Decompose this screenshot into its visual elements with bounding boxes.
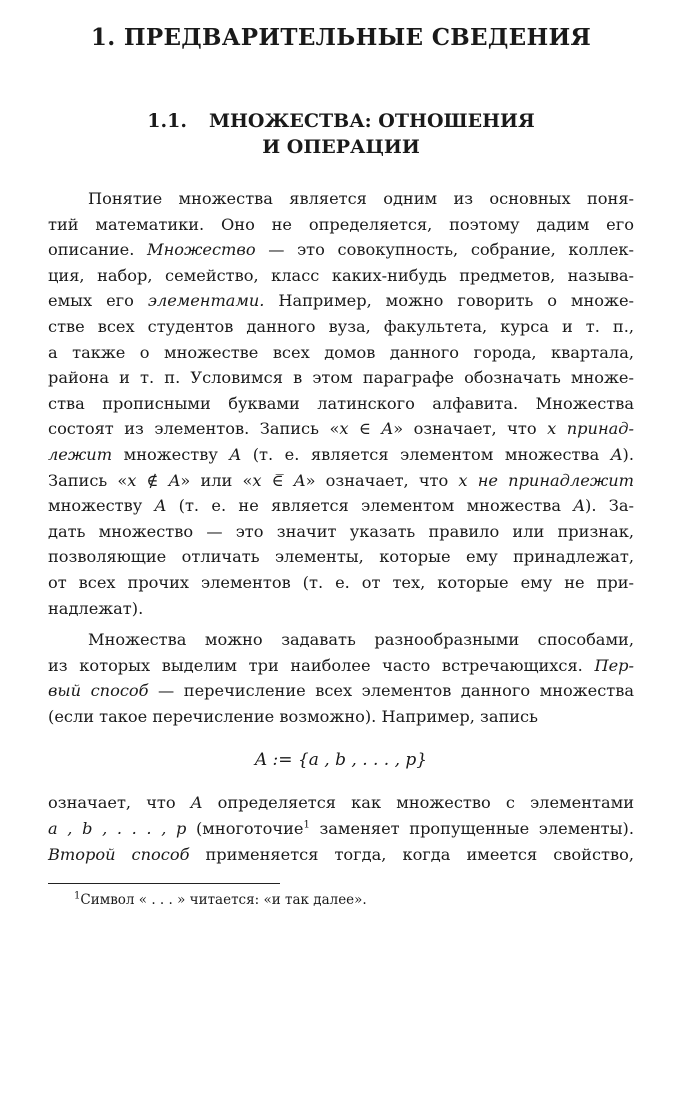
- term-set: Множество: [147, 240, 256, 260]
- math-inline: x ∈ A: [339, 419, 394, 439]
- text-line: (если такое перечисление возможно). Например, запись: [48, 706, 538, 726]
- chapter-title: 1. ПРЕДВАРИТЕЛЬНЫЕ СВЕДЕНИЯ: [90, 24, 592, 51]
- math-inline: x ∈̅ A: [252, 470, 306, 490]
- text-line: ства прописными буквами латинского алфавита. Множества: [48, 393, 634, 413]
- text-line: емых его элементами. Например, можно говорить о множе-: [48, 291, 634, 311]
- paragraph-3: [48, 790, 634, 867]
- term-elements: элементами.: [147, 291, 265, 311]
- text-line: вый способ — перечисление всех элементов данного множества: [48, 681, 635, 701]
- body-text: [48, 186, 634, 910]
- text-line: позволяющие отличать элементы, которые ему принадлежат,: [48, 547, 634, 567]
- section-title-line1: МНОЖЕСТВА: ОТНОШЕНИЯ: [208, 110, 535, 132]
- text-line: а также о множестве всех домов данного города, квартала,: [48, 342, 634, 362]
- footnote-ref[interactable]: 1: [303, 819, 310, 831]
- text-line: от всех прочих элементов (т. е. от тех, которые ему не при-: [48, 572, 634, 592]
- text-line: означает, что A определяется как множество с элементами: [48, 793, 634, 813]
- text-line: Понятие множества является одним из основных поня-: [88, 189, 634, 208]
- math-inline: x ∉ A: [127, 470, 181, 490]
- math-inline: a , b , . . . , p: [48, 819, 187, 839]
- section-number: 1.1.: [147, 110, 187, 132]
- text-line: дать множество — это значит указать правило или признак,: [48, 521, 634, 541]
- text-line: описание. Множество — это совокупность, собрание, коллек-: [48, 240, 634, 260]
- display-formula: A := {a , b , . . . , p}: [254, 750, 428, 771]
- section-title-line2: И ОПЕРАЦИИ: [262, 136, 420, 158]
- term-second-method: Второй способ: [48, 844, 190, 864]
- term-first-method: вый способ: [48, 681, 149, 701]
- text-line: состоят из элементов. Запись «x ∈ A» означает, что x принад-: [48, 419, 634, 439]
- paragraph-1: [48, 186, 634, 621]
- section-title: [48, 108, 634, 160]
- footnote-mark: 1: [74, 890, 81, 902]
- text-line: множеству A (т. е. не является элементом множества A). За-: [48, 496, 635, 516]
- text-line: a , b , . . . , p (многоточие$^1$ заменяет пропущенные элементы).: [48, 819, 634, 839]
- text-line: Второй способ применяется тогда, когда имеется свойство,: [48, 844, 634, 864]
- text-line: Запись «x ∉ A» или «x ∈̅ A» означает, что x не принадлежит: [48, 470, 634, 490]
- footnote-divider: [48, 883, 280, 884]
- text-line: района и т. п. Условимся в этом параграфе обозначать множе-: [48, 368, 634, 388]
- text-line: лежит множеству A (т. е. является элементом множества A).: [48, 444, 634, 464]
- book-page: [48, 20, 634, 910]
- paragraph-2: [48, 627, 634, 729]
- text-line: тий математики. Оно не определяется, поэтому дадим его: [48, 214, 634, 234]
- footnote: [48, 890, 634, 910]
- footnote-text: Символ « . . . » читается: «и так далее».: [80, 892, 367, 909]
- text-line: стве всех студентов данного вуза, факультета, курса и т. п.,: [48, 316, 634, 336]
- text-line: ция, набор, семейство, класс каких-нибудь предметов, называ-: [48, 265, 634, 285]
- text-line: из которых выделим три наиболее часто встречающихся. Пер-: [48, 655, 634, 675]
- text-line: Множества можно задавать разнообразными способами,: [88, 630, 634, 650]
- text-line: надлежат).: [48, 598, 144, 618]
